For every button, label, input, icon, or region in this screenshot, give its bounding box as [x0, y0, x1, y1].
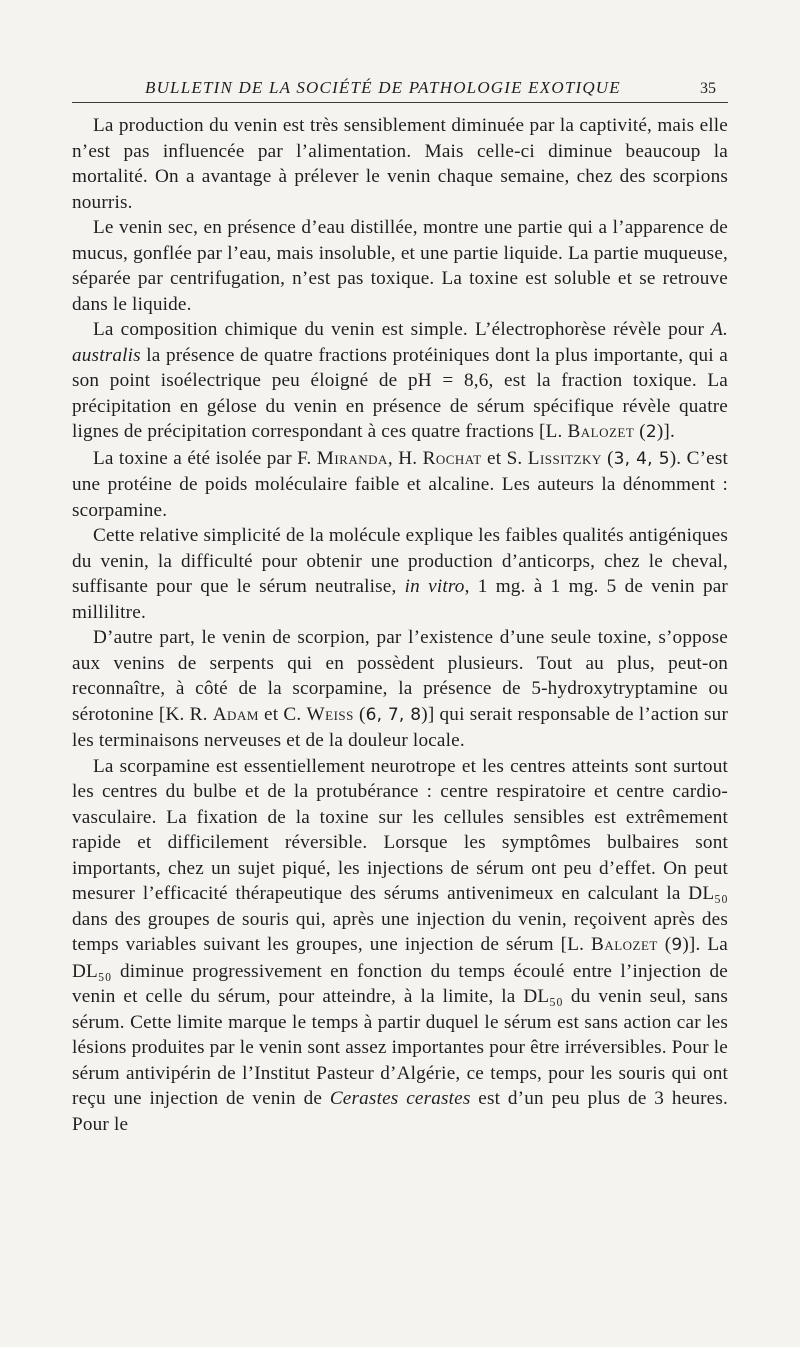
text-run: La composition chimique du venin est simple. L’électrophorèse révèle pour — [93, 319, 712, 340]
paragraph-venom-production: La production du venin est très sensiblement diminuée par la captivité, mais elle n’est pas influencée par l’alimentation. Mais celle-ci diminue beaucoup la mortalité. On a avantage à prélever le venin chaque semaine, chez des scorpions nourris. — [72, 115, 728, 213]
text-run: ( — [634, 421, 646, 442]
species-name: A. australis — [72, 319, 728, 366]
author-name: Balozet — [567, 421, 635, 442]
text-run: la présence de quatre fractions protéiniques dont la plus importante, qui a son point isoélectrique peu éloigné de pH = 8,6, est la fraction toxique. La précipitation en gélose du venin en présence de sérum spécifique révèle quatre lignes de précipitation correspondant à ces quatre fractions [L. — [72, 344, 728, 442]
author-name: Miranda — [316, 447, 388, 469]
reference-numbers: 3, 4, 5 — [613, 448, 670, 469]
text-run: Cette relative simplicité de la molécule explique les faibles qualités antigéniques du venin, la difficulté pour obtenir une production d’anticorps, chez le cheval, suffisante pour que le sérum neutralise, — [72, 525, 728, 597]
text-run: )]. La DL₅₀ diminue progressivement en fonction du temps écoulé entre l’injection de venin et celle du sérum, pour atteindre, à la limite, la DL₅₀ du venin seul, sans sérum. Cette limite marque le temps à partir duquel le sérum est sans action car les lésions produites par le venin sont assez importantes pour être irréversibles. Pour le sérum antivipérin de l’Institut Pasteur d’Algérie, ce temps, pour les souris qui ont reçu une injection de venin de — [72, 934, 728, 1109]
text-run: , H. — [387, 447, 423, 469]
text-run: La scorpamine est essentiellement neurotrope et les centres atteints sont surtout les centres du bulbe et de la protubérance : centre respiratoire et centre cardio-vasculaire. La fixation de la toxine sur les cellules sensibles est extrêmement rapide et difficilement réversible. Lorsque les symptômes bulbaires sont importants, chez un sujet piqué, les injections de sérum ont peu d’effet. On peut mesurer l’efficacité thérapeutique des sérums antivenimeux en calculant la DL₅₀ dans des groupes de souris qui, après une injection du venin, reçoivent après des temps variables suivant les groupes, une injection de sérum [L. — [72, 755, 728, 955]
italic-phrase: in vitro — [404, 576, 465, 597]
paragraph-toxin-isolation — [72, 446, 728, 524]
page-number: 35 — [700, 80, 716, 97]
author-name: Lissitzky — [527, 447, 602, 469]
text-run: et S. — [481, 447, 528, 469]
text-run: , 1 mg. à 1 mg. 5 de venin par millilitre. — [72, 576, 728, 623]
text-run: et C. — [258, 703, 307, 725]
reference-number: 9 — [671, 935, 683, 955]
text-run: D’autre part, le venin de scorpion, par l’existence d’une seule toxine, s’oppose aux venins de serpents qui en possèdent plusieurs. Tout au plus, peut-on reconnaître, à côté de la scorpamine, la présence de 5-hydroxytryptamine ou sérotonine [K. R. — [72, 627, 728, 725]
document-page — [72, 78, 728, 1137]
text-run: ). C’est une protéine de poids moléculaire faible et alcaline. Les auteurs la dénomment : scorpamine. — [72, 447, 728, 521]
article-body — [72, 113, 728, 1137]
text-run: est d’un peu plus de 3 heures. Pour le — [72, 1088, 728, 1135]
text-run: )]. — [656, 421, 675, 442]
species-name: Cerastes cerastes — [329, 1088, 471, 1109]
running-header — [72, 78, 728, 103]
paragraph-antigenic-qualities — [72, 523, 728, 625]
reference-numbers: 6, 7, 8 — [365, 704, 422, 725]
paragraph-chemical-composition — [72, 317, 728, 446]
reference-number: 2 — [645, 422, 657, 442]
author-name: Rochat — [422, 447, 482, 469]
paragraph-scorpamine-neurotropic — [72, 754, 728, 1138]
paragraph-dry-venom: Le venin sec, en présence d’eau distillée, montre une partie qui a l’apparence de mucus, gonflée par l’eau, mais insoluble, et une partie liquide. La partie muqueuse, séparée par centrifugation, n’est pas toxique. La toxine est soluble et se retrouve dans le liquide. — [72, 217, 728, 315]
paragraph-single-toxin — [72, 625, 728, 754]
author-name: Adam — [212, 703, 259, 725]
text-run: )] qui serait responsable de l’action sur les terminaisons nerveuses et de la douleur locale. — [72, 703, 729, 751]
text-run: ( — [601, 447, 614, 469]
author-name: Weiss — [306, 703, 354, 725]
journal-title: BULLETIN DE LA SOCIÉTÉ DE PATHOLOGIE EXOTIQUE — [145, 78, 621, 97]
text-run: ( — [657, 934, 672, 955]
text-run: ( — [353, 703, 366, 725]
author-name: Balozet — [591, 934, 658, 955]
text-run: La toxine a été isolée par F. — [93, 447, 317, 469]
